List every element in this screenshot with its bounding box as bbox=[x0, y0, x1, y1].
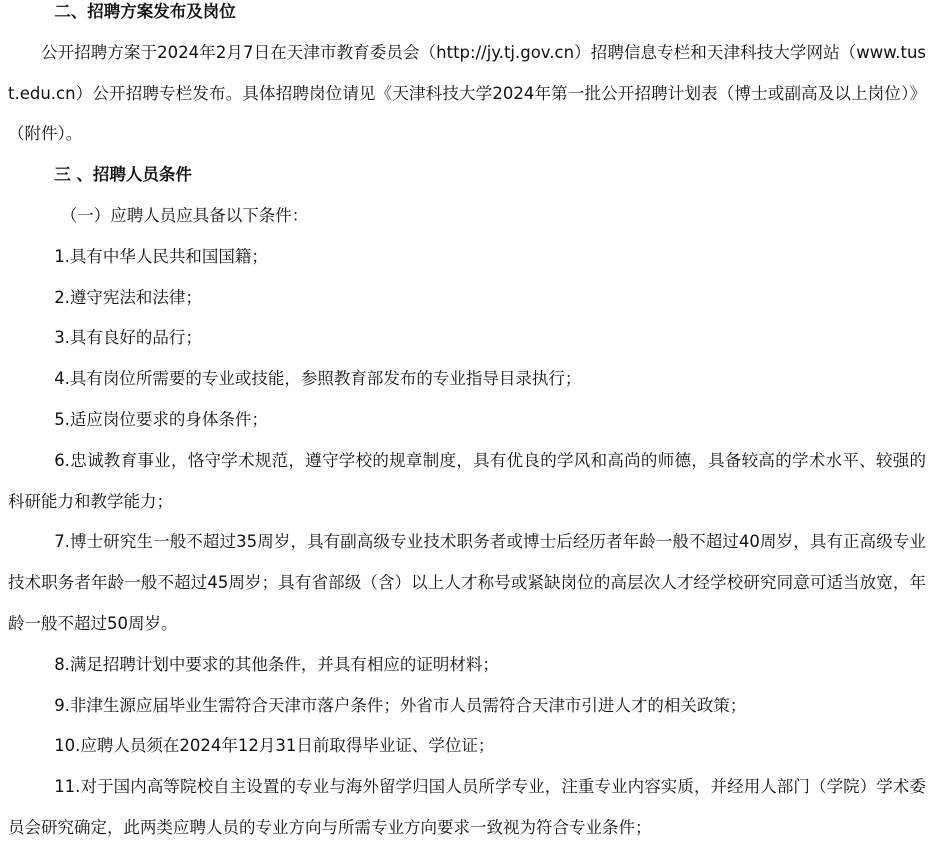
condition-item-10: 10.应聘人员须在2024年12月31日前取得毕业证、学位证； bbox=[54, 736, 495, 756]
section-2-body: 公开招聘方案于2024年2月7日在天津市教育委员会（http://jy.tj.gov.cn）招聘信息专栏和天津科技大学网站（www.tust.edu.cn）公开招聘专栏发布。具体招聘岗位请见《天津科技大学2024年第一批公开招聘计划表（博士或副高及以上岗位）》（附件）。 bbox=[8, 42, 926, 144]
condition-item-3: 3.具有良好的品行； bbox=[54, 328, 202, 348]
condition-item-6: 6.忠诚教育事业，恪守学术规范，遵守学校的规章制度，具有优良的学风和高尚的师德，具备较高的学术水平、较强的科研能力和教学能力； bbox=[8, 450, 926, 511]
condition-item-5: 5.适应岗位要求的身体条件； bbox=[54, 409, 268, 429]
section-2-heading: 二、招聘方案发布及岗位 bbox=[54, 2, 236, 21]
condition-item-11: 11.对于国内高等院校自主设置的专业与海外留学归国人员所学专业，注重专业内容实质，并经用人部门（学院）学术委员会研究确定，此两类应聘人员的专业方向与所需专业方向要求一致视为符合专业条件； bbox=[8, 777, 926, 837]
condition-item-1: 1.具有中华人民共和国国籍； bbox=[54, 246, 268, 266]
section-3-heading: 三 、招聘人员条件 bbox=[54, 165, 192, 185]
condition-item-2: 2.遵守宪法和法律； bbox=[54, 287, 202, 307]
section-3-subheading: （一）应聘人员应具备以下条件： bbox=[60, 205, 309, 225]
document-page bbox=[8, 0, 926, 849]
condition-item-9: 9.非津生源应届毕业生需符合天津市落户条件；外省市人员需符合天津市引进人才的相关政策； bbox=[54, 695, 747, 715]
condition-item-7: 7.博士研究生一般不超过35周岁，具有副高级专业技术职务者或博士后经历者年龄一般不超过40周岁，具有正高级专业技术职务者年龄一般不超过45周岁；具有省部级（含）以上人才称号或紧缺岗位的高层次人才经学校研究同意可适当放宽，年龄一般不超过50周岁。 bbox=[8, 532, 926, 633]
condition-item-4: 4.具有岗位所需要的专业或技能，参照教育部发布的专业指导目录执行； bbox=[54, 369, 582, 389]
condition-item-8: 8.满足招聘计划中要求的其他条件，并具有相应的证明材料； bbox=[54, 654, 499, 674]
conditions-list bbox=[8, 237, 926, 849]
